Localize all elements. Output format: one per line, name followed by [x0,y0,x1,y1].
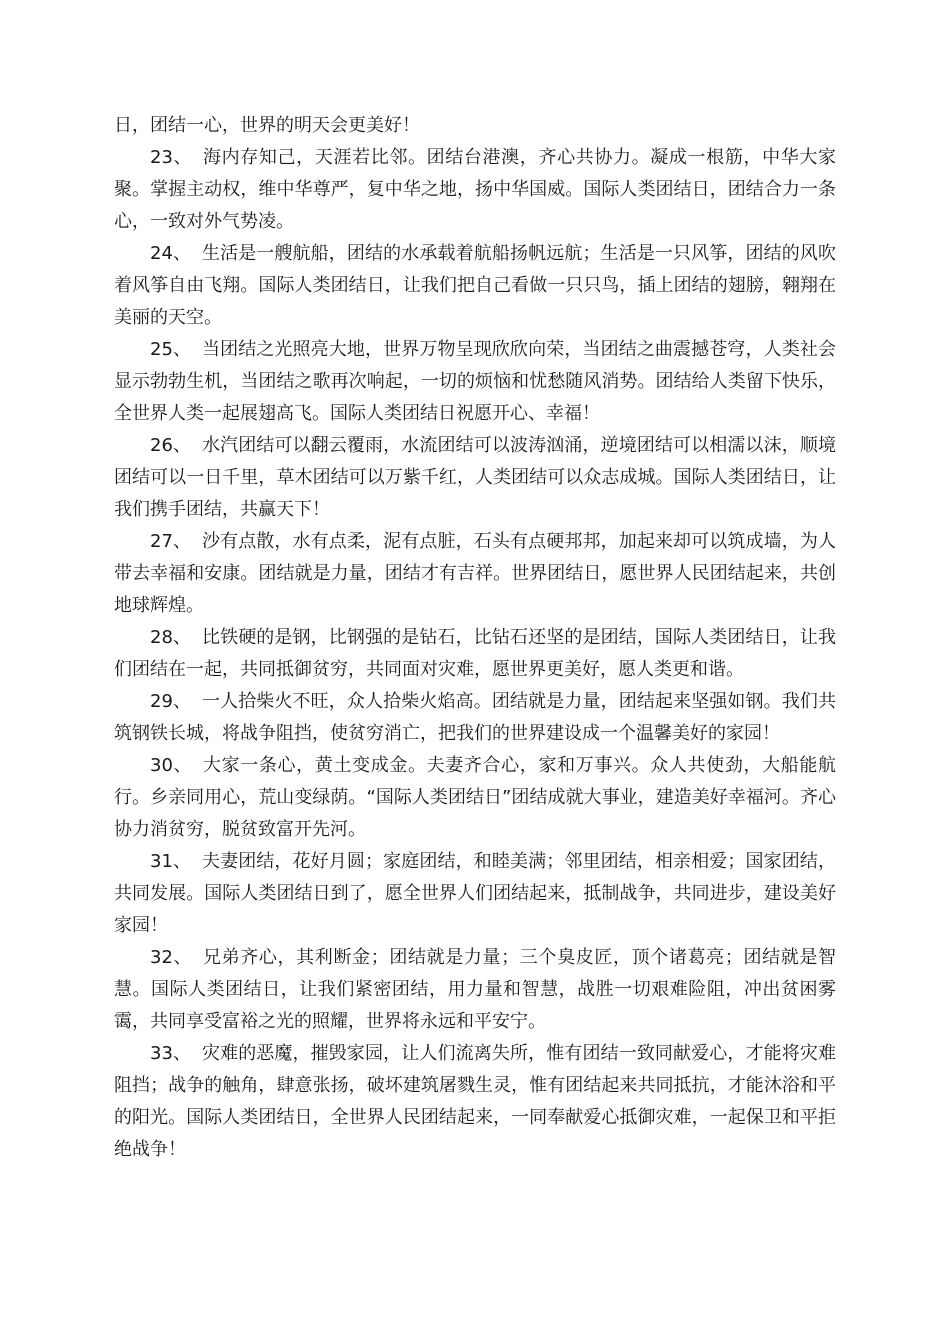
item-text: 比铁硬的是钢，比钢强的是钻石，比钻石还坚的是团结，国际人类团结日，让我们团结在一起，共同抵御贫穷，共同面对灾难，愿世界更美好，愿人类更和谐。 [114,627,837,680]
list-item [114,622,836,686]
item-number: 29、 [150,691,192,712]
item-text: 水汽团结可以翻云覆雨，水流团结可以波涛汹涌，逆境团结可以相濡以沫，顺境团结可以一日千里，草木团结可以万紫千红，人类团结可以众志成城。国际人类团结日，让我们携手团结，共赢天下！ [114,435,837,520]
item-text: 沙有点散，水有点柔，泥有点脏，石头有点硬邦邦，加起来却可以筑成墙，为人带去幸福和安康。团结就是力量，团结才有吉祥。世界团结日，愿世界人民团结起来，共创地球辉煌。 [114,531,837,616]
list-item [114,526,836,622]
item-number: 23、 [150,147,193,168]
list-item [114,1038,836,1166]
list-item [114,238,836,334]
list-item [114,750,836,846]
list-item [114,142,836,238]
item-text: 海内存知己，天涯若比邻。团结台港澳，齐心共协力。凝成一根筋，中华大家聚。掌握主动权，维中华尊严，复中华之地，扬中华国威。国际人类团结日，团结合力一条心，一致对外气势凌。 [114,147,837,232]
item-number: 32、 [150,947,193,968]
item-number: 26、 [150,435,192,456]
item-number: 31、 [150,851,192,872]
item-number: 33、 [150,1043,192,1064]
list-item [114,334,836,430]
item-number: 30、 [150,755,193,776]
item-text: 大家一条心，黄土变成金。夫妻齐合心，家和万事兴。众人共使劲，大船能航行。乡亲同用心，荒山变绿荫。“国际人类团结日”团结成就大事业，建造美好幸福河。齐心协力消贫穷，脱贫致富开先河。 [114,755,837,840]
list-item [114,846,836,942]
item-number: 27、 [150,531,192,552]
item-text: 夫妻团结，花好月圆；家庭团结，和睦美满；邻里团结，相亲相爱；国家团结，共同发展。国际人类团结日到了，愿全世界人们团结起来，抵制战争，共同进步，建设美好家园！ [114,851,837,936]
list-item [114,942,836,1038]
item-number: 28、 [150,627,192,648]
item-text: 当团结之光照亮大地，世界万物呈现欣欣向荣，当团结之曲震撼苍穹，人类社会显示勃勃生机，当团结之歌再次响起，一切的烦恼和忧愁随风消势。团结给人类留下快乐，全世界人类一起展翅高飞。国际人类团结日祝愿开心、幸福！ [114,339,837,424]
item-text: 生活是一艘航船，团结的水承载着航船扬帆远航；生活是一只风筝，团结的风吹着风筝自由飞翔。国际人类团结日，让我们把自己看做一只只鸟，插上团结的翅膀，翱翔在美丽的天空。 [114,243,837,328]
document-body [114,110,836,1166]
list-item [114,430,836,526]
item-text: 灾难的恶魔，摧毁家园，让人们流离失所，惟有团结一致同献爱心，才能将灾难阻挡；战争的触角，肆意张扬，破坏建筑屠戮生灵，惟有团结起来共同抵抗，才能沐浴和平的阳光。国际人类团结日，全世界人民团结起来，一同奉献爱心抵御灾难，一起保卫和平拒绝战争！ [114,1043,837,1160]
item-number: 24、 [150,243,192,264]
list-item [114,686,836,750]
item-number: 25、 [150,339,192,360]
item-text: 一人拾柴火不旺，众人拾柴火焰高。团结就是力量，团结起来坚强如钢。我们共筑钢铁长城，将战争阻挡，使贫穷消亡，把我们的世界建设成一个温馨美好的家园！ [114,691,837,744]
continuation-paragraph: 日，团结一心，世界的明天会更美好！ [114,115,420,136]
item-text: 兄弟齐心，其利断金；团结就是力量；三个臭皮匠，顶个诸葛亮；团结就是智慧。国际人类团结日，让我们紧密团结，用力量和智慧，战胜一切艰难险阻，冲出贫困雾霭，共同享受富裕之光的照耀，世界将永远和平安宁。 [114,947,837,1032]
